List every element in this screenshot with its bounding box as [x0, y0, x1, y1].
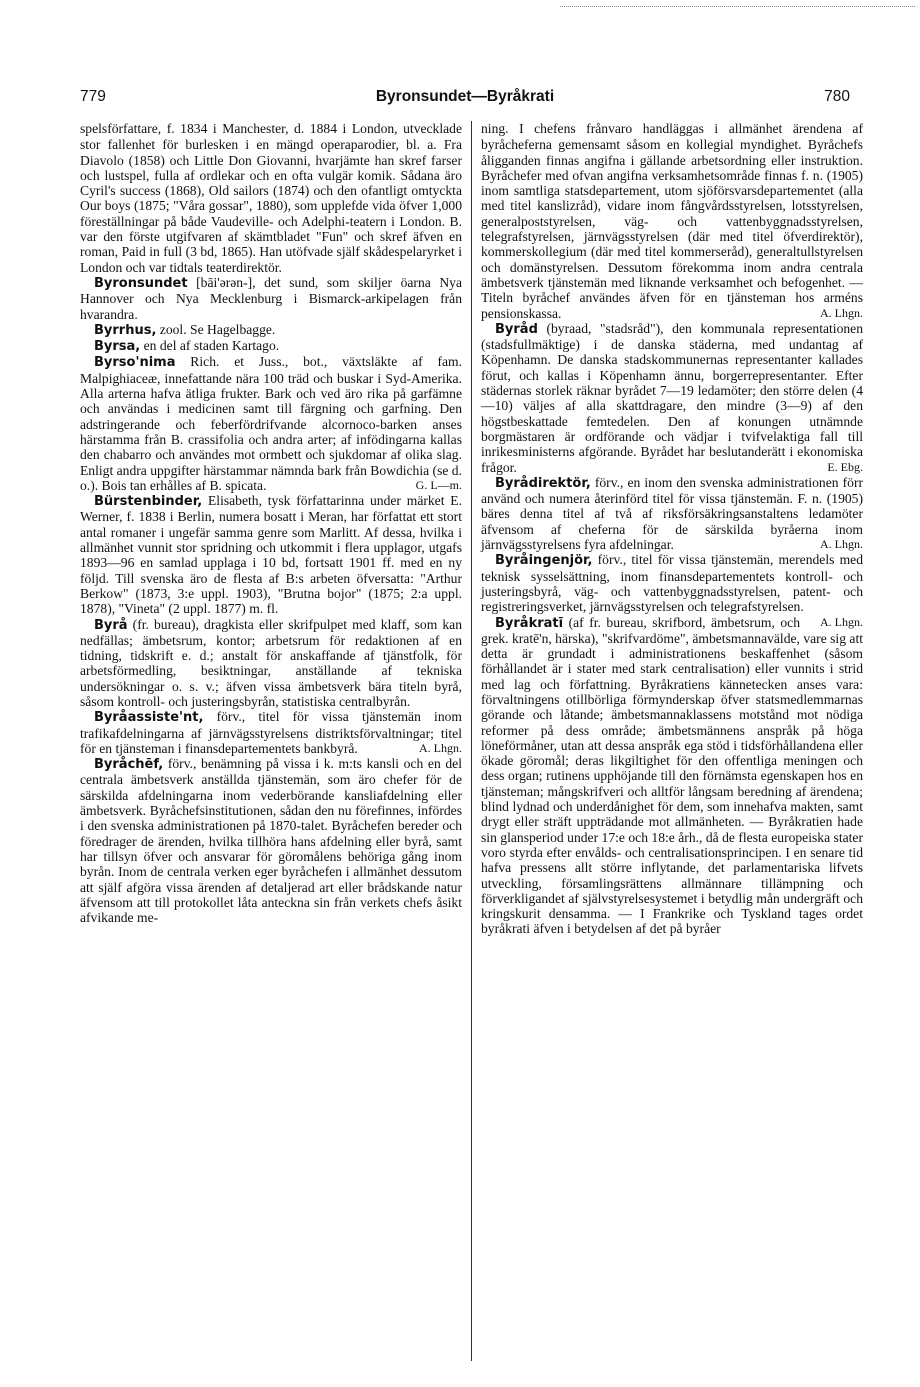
entry-signature: A. Lhgn. [820, 614, 863, 629]
entry-text: (fr. bureau), dragkista eller skrifpulpet med klaff, som kan nedfällas; ämbetsrum, kontor; arbetsrum för redaktionen af en tidning, tidskrift e. d.; anstalt för anskaffande af tjänstfolk, för arbetsförmedling, besiktningar, anställande af tekniska undersökningar o. s. v.; äfven vissa ämbetsverk bära titeln byrå, såsom kontroll- och justeringsbyrån, statistiska centralbyrån. [80, 616, 462, 709]
entry-paragraph [80, 275, 462, 322]
entry-text: förv., benämning på vissa i k. m:ts kansli och en del centrala ämbetsverk anställda tjänstemän, som äro chefer för de särskilda afdelningarna inom vederbörande kansliafdelning eller ämbetsverk. Byråchefsinstitutionen, sådan den nu förefinnes, infördes i den svenska administrationen på 1870-talet. Byråchefen bereder och föredrager de ärenden, hvilka tillhöra hans afdelning eller byrå, samt har tillsyn öfver och ansvarar för göromålens behöriga gång inom byrån. Inom de centrala verken eger byråchefen i allmänhet dessutom att själf afgöra vissa ärenden af detaljerad art eller brådskande natur äfvensom att till protokollet låta anteckna sin från verkets chefs åsikt afvikande me- [80, 756, 462, 926]
entry-paragraph [481, 475, 863, 552]
top-edge-rule [560, 6, 915, 7]
page-header [80, 88, 850, 112]
entry-headword: Bürstenbinder, [94, 494, 203, 510]
entry-text: ning. I chefens frånvaro handläggas i allmänhet ärendena af byråcheferna gemensamt såsom en kollegial myndighet. Byråchefs åligganden finnas angifna i gällande arbetsordning eller instruktion. Byråchefer med ofvan angifna verksamhetsområde finnas f. n. (1905) inom samtliga statsdepartement, utom sjöförsvarsdepartementet (alla med titel kanslizråd), vidare inom fångvårdsstyrelsen, lotsstyrelsen, generalpoststyrelsen, väg- och vattenbyggnadsstyrelsen, telegrafstyrelsen, järnvägsstyrelsen (där med titel öfverdirektör), kommerskollegium (där med titel kommerseråd), generaltullstyrelsen och domänstyrelsen. Dessutom förekomma inom andra centrala ämbetsverk tjänstemän med liknande verksamhet och befogenhet. — Titeln byråchef användes äfven för en tjänsteman hos arméns pensionskassa. [481, 121, 863, 321]
entry-paragraph [481, 121, 863, 321]
entry-signature: A. Lhgn. [820, 305, 863, 320]
entry-paragraph [80, 756, 462, 925]
entry-headword: Byrådirektör, [495, 475, 591, 491]
entry-paragraph [481, 615, 863, 937]
entry-paragraph [481, 321, 863, 475]
entry-text: spelsförfattare, f. 1834 i Manchester, d. 1884 i London, utvecklade stor fallenhet för burlesken i en mängd operaparodier, bl. a. Fra Diavolo (1858) och Little Don Giovanni, hvarjämte han skref farser och lustspel, fulla af ordlekar och en ofta vulgär komik. Sådana äro Cyril's success (1868), Old sailors (1874) och den ofantligt omtyckta Our boys (1875; "Våra gossar", 1880), som upplefde vida öfver 1,000 föreställningar på både Vaudeville- och Adelphi-teatern i London. B. var den förste utgifvaren af skämtbladet "Fun" och skref äfven en roman, Paid in full (3 bd, 1865). Han utöfvade själf skådespelaryrket i London och var tidtals teaterdirektör. [80, 121, 462, 275]
entry-headword: Byråkratī [495, 615, 564, 631]
left-column [80, 121, 462, 925]
entry-paragraph [80, 338, 462, 354]
entry-text: Elisabeth, tysk författarinna under märket E. Werner, f. 1838 i Berlin, numera bosatt i Meran, har författat ett stort antal romaner i ungefär samma genre som Marlitt. Af dessa, hvilka i allmänhet vunnit stor spridning och utkommit i flera upplagor, utgafs 1893—96 en samlad upplaga i 10 bd, fortsatt 1901 ff. med en ny följd. Till svenska äro de flesta af B:s arbeten öfversatta: "Arthur Berkow" (1873, 3:e uppl. 1903), "Brutna bojor" (1875; 2:a uppl. 1878), "Vineta" (2 uppl. 1877) m. fl. [80, 493, 462, 617]
entry-paragraph [80, 121, 462, 275]
entry-text: förv., titel för vissa tjänstemän inom trafikafdelningarna af järnvägsstyrelsens distriktsförvaltningar; titel för en tjänsteman i finansdepartementets bankbyrå. [80, 709, 462, 756]
column-divider [471, 121, 472, 1361]
entry-paragraph [80, 354, 462, 493]
entry-text: Rich. et Juss., bot., växtsläkte af fam. Malpighiaceæ, innefattande nära 100 träd och buskar i Syd-Amerika. Alla arterna hafva ätliga frukter. Bark och ved äro rika på garfämne och användas i medicinen samt till färgning och garfning. Den adstringerande och feberfördrifvande alcornoco-barken anses härstamma från B. crassifolia och andra arter; af infödingarna kallas den chabarro och användes mot ormbett och sjukdomar af olika slag. Enligt andra uppgifter härstammar nämnda bark från Bowdichia (se d. o.). Bois tan erhålles af B. spicata. [80, 354, 463, 493]
entry-text: [bāi'ərən-], det sund, som skiljer öarna Nya Hannover och Nya Mecklenburg i Bismarck-arkipelagen från hvarandra. [80, 274, 462, 322]
entry-signature: E. Ebg. [827, 459, 863, 474]
entry-headword: Byrso'nima [94, 355, 176, 371]
entry-headword: Byrrhus, [94, 322, 157, 338]
entry-headword: Byråchēf, [94, 757, 164, 773]
running-title: Byronsundet—Byråkrati [375, 88, 555, 105]
entry-headword: Byronsundet [94, 275, 188, 291]
entry-signature: A. Lhgn. [419, 740, 462, 755]
entry-signature: A. Lhgn. [820, 537, 863, 552]
entry-headword: Byråassiste'nt, [94, 710, 204, 726]
entry-text: (af fr. bureau, skrifbord, ämbetsrum, och grek. kratē'n, härska), "skrifvardöme", ämbetsmannavälde, vare sig att detta är grundadt i administrationens beskaffenhet (såsom förhållandet är i stater med stark centralisation) eller vunnits i strid med lag och författning. Byråkratiens kännetecken anses vara: förvaltningens otillbörliga förmynderskap öfver statsmedlemmarnas görande och låtande; ämbetsmannaklassens motstånd mot nödiga reformer på dess område; ämbetsmännens anspråk på höga löneförmåner, utan att dessa anspråk ega stöd i tidsförhållandena eller ökade göromål; deras likgiltighet för den offentliga meningen och dess organ; rutinens upphöjande till den förnämsta egenskapen hos en tjänsteman; mångskrifveri och alltför långsam beredning af ärendena; blind lydnad och underdånighet för dem, som innehafva makten, samt drygt eller sträft uppträdande mot allmänheten. — Byråkratien hade sin glansperiod under 17:e och 18:e årh., då de flesta europeiska stater voro styrda efter envålds- och centralisationsprincipen. I en senare tid hafva pressens allt större inflytande, det parlamentariska lifvets utveckling, församlingsrättens allmännare tillämpning och förverkligandet af självstyrelsesystemet i betydlig mån undergräft och kringskurit densamma. — I Frankrike och Tyskland tages ordet byråkrati äfven i betydelsen af det på byråer [481, 614, 863, 937]
right-column [481, 121, 863, 937]
page-number-left: 779 [80, 88, 106, 105]
entry-paragraph [80, 322, 462, 338]
entry-paragraph [80, 709, 462, 756]
entry-text: förv., titel för vissa tjänstemän, merendels med teknisk sysselsättning, inom finansdepartementets kontroll- och justeringsbyrå, väg- och vattenbyggnadsstyrelsen, patent- och registreringsverket, järnvägsstyrelsen och telegrafstyrelsen. [481, 552, 863, 615]
entry-headword: Byrsa, [94, 339, 141, 355]
entry-text: en del af staden Kartago. [140, 338, 280, 354]
entry-headword: Byråingenjör, [495, 553, 593, 569]
entry-text: zool. Se Hagelbagge. [156, 321, 276, 337]
entry-text: (byraad, "stadsråd"), den kommunala representationen (stadsfullmäktige) i de danska städerna, med undantag af Köpenhamn. De danska stadskommunernas representanter kallades förut, och kallas i Köpenhamn ännu, borgerrepresentanter. Efter städernas storlek räknar byrådet 7—19 ledamöter; den större delen (4—10) väljes af alla skattdragare, den mindre (3—9) af den högstbeskattade femtedelen. Den af konungen utnämnde borgmästaren är ordförande och vädjar i tvifvelaktiga fall till inrikesministerns afgörande. Byrådet har beslutanderätt i ekonomiska frågor. [481, 320, 863, 475]
page-number-right: 780 [824, 88, 850, 105]
entry-text: förv., en inom den svenska administrationen förr använd och numera återinförd titel för vissa tjänstemän. F. n. (1905) bäres denna titel af två af riksförsäkringsanstaltens ledamöter äfvensom af cheferna för de särskilda byråerna inom järnvägsstyrelsens fyra afdelningar. [481, 474, 863, 553]
entry-paragraph [80, 617, 462, 710]
entry-headword: Byrå [94, 617, 128, 633]
entry-signature: G. L—m. [415, 477, 462, 492]
entry-headword: Byråd [495, 321, 538, 337]
entry-paragraph [80, 493, 462, 616]
